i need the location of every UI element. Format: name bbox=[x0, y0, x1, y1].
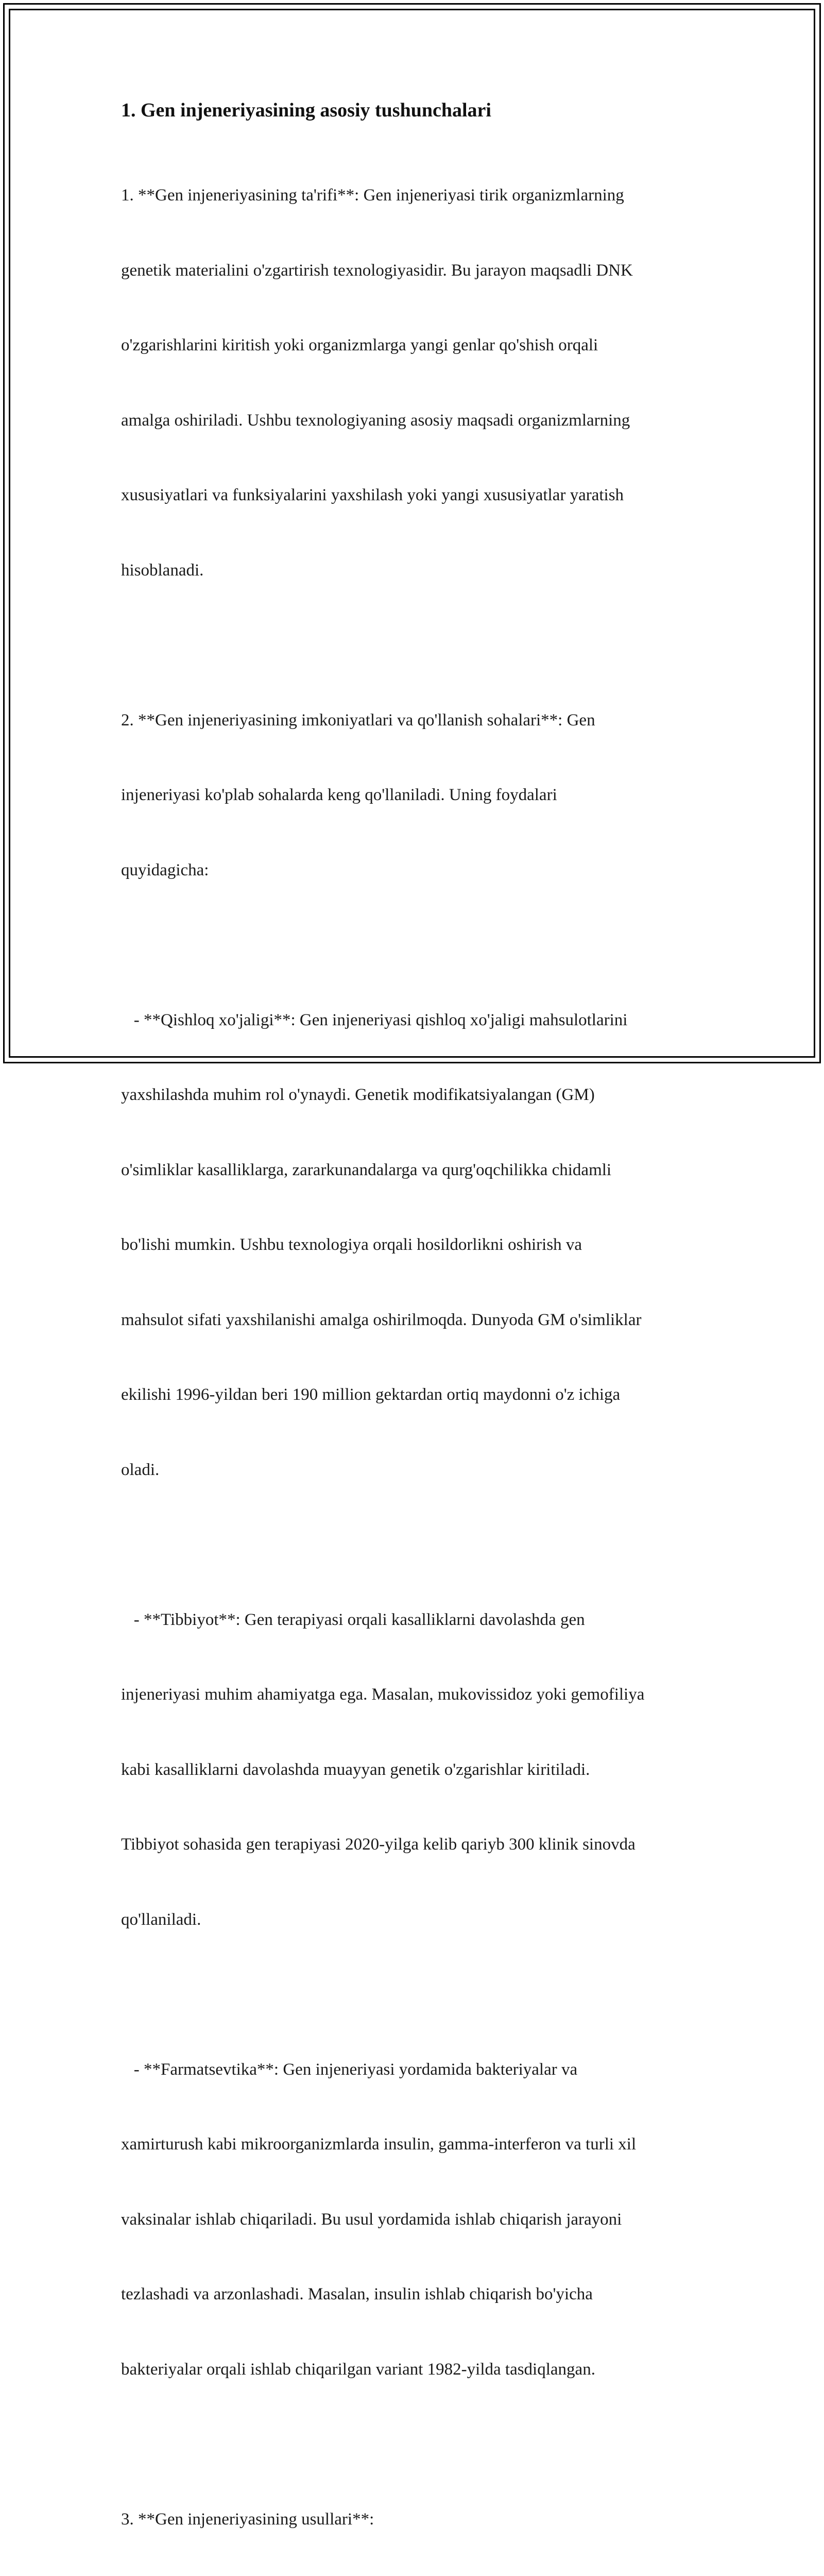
text-line: xususiyatlari va funksiyalarini yaxshilash yoki yangi xususiyatlar yaratish bbox=[121, 483, 708, 508]
text-line: yaxshilashda muhim rol o'ynaydi. Genetik modifikatsiyalangan (GM) bbox=[121, 1082, 708, 1108]
text-line: xamirturush kabi mikroorganizmlarda insulin, gamma-interferon va turli xil bbox=[121, 2132, 708, 2157]
text-line: Tibbiyot sohasida gen terapiyasi 2020-yilga kelib qariyb 300 klinik sinovda bbox=[121, 1832, 708, 1857]
paragraph-methods bbox=[121, 2457, 708, 2576]
paragraph-medicine bbox=[121, 1557, 708, 1982]
text-line: injeneriyasi ko'plab sohalarda keng qo'llaniladi. Uning foydalari bbox=[121, 783, 708, 808]
paragraph-definition bbox=[121, 133, 708, 633]
text-line: bo'lishi mumkin. Ushbu texnologiya orqali hosildorlikni oshirish va bbox=[121, 1232, 708, 1258]
text-line: hisoblanadi. bbox=[121, 558, 708, 583]
paragraph-agriculture bbox=[121, 958, 708, 1533]
text-line: 2. **Gen injeneriyasining imkoniyatlari va qo'llanish sohalari**: Gen bbox=[121, 708, 708, 733]
text-line: bakteriyalar orqali ishlab chiqarilgan variant 1982-yilda tasdiqlangan. bbox=[121, 2357, 708, 2382]
text-line: - **Farmatsevtika**: Gen injeneriyasi yordamida bakteriyalar va bbox=[121, 2057, 708, 2082]
text-line: ekilishi 1996-yildan beri 190 million gektardan ortiq maydonni o'z ichiga bbox=[121, 1382, 708, 1408]
text-line: 3. **Gen injeneriyasining usullari**: bbox=[121, 2507, 708, 2532]
document-body bbox=[121, 97, 708, 2576]
paragraph-pharmaceutics bbox=[121, 2007, 708, 2432]
text-line: mahsulot sifati yaxshilanishi amalga oshirilmoqda. Dunyoda GM o'simliklar bbox=[121, 1308, 708, 1333]
text-line: o'simliklar kasalliklarga, zararkunandalarga va qurg'oqchilikka chidamli bbox=[121, 1158, 708, 1183]
text-line: vaksinalar ishlab chiqariladi. Bu usul yordamida ishlab chiqarish jarayoni bbox=[121, 2207, 708, 2232]
document-title: 1. Gen injeneriyasining asosiy tushunchalari bbox=[121, 97, 708, 124]
text-line: 1. **Gen injeneriyasining ta'rifi**: Gen injeneriyasi tirik organizmlarning bbox=[121, 183, 708, 208]
text-line: - **Tibbiyot**: Gen terapiyasi orqali kasalliklarni davolashda gen bbox=[121, 1607, 708, 1633]
text-line: amalga oshiriladi. Ushbu texnologiyaning asosiy maqsadi organizmlarning bbox=[121, 408, 708, 433]
text-line: o'zgarishlarini kiritish yoki organizmlarga yangi genlar qo'shish orqali bbox=[121, 333, 708, 358]
text-line: quyidagicha: bbox=[121, 858, 708, 883]
text-line: oladi. bbox=[121, 1458, 708, 1483]
text-line: tezlashadi va arzonlashadi. Masalan, insulin ishlab chiqarish bo'yicha bbox=[121, 2282, 708, 2307]
text-line: qo'llaniladi. bbox=[121, 1907, 708, 1933]
text-line: - **Qishloq xo'jaligi**: Gen injeneriyasi qishloq xo'jaligi mahsulotlarini bbox=[121, 1008, 708, 1033]
text-line: kabi kasalliklarni davolashda muayyan genetik o'zgarishlar kiritiladi. bbox=[121, 1757, 708, 1783]
text-line: genetik materialini o'zgartirish texnologiyasidir. Bu jarayon maqsadli DNK bbox=[121, 258, 708, 283]
paragraph-applications bbox=[121, 658, 708, 933]
text-line: injeneriyasi muhim ahamiyatga ega. Masalan, mukovissidoz yoki gemofiliya bbox=[121, 1682, 708, 1707]
